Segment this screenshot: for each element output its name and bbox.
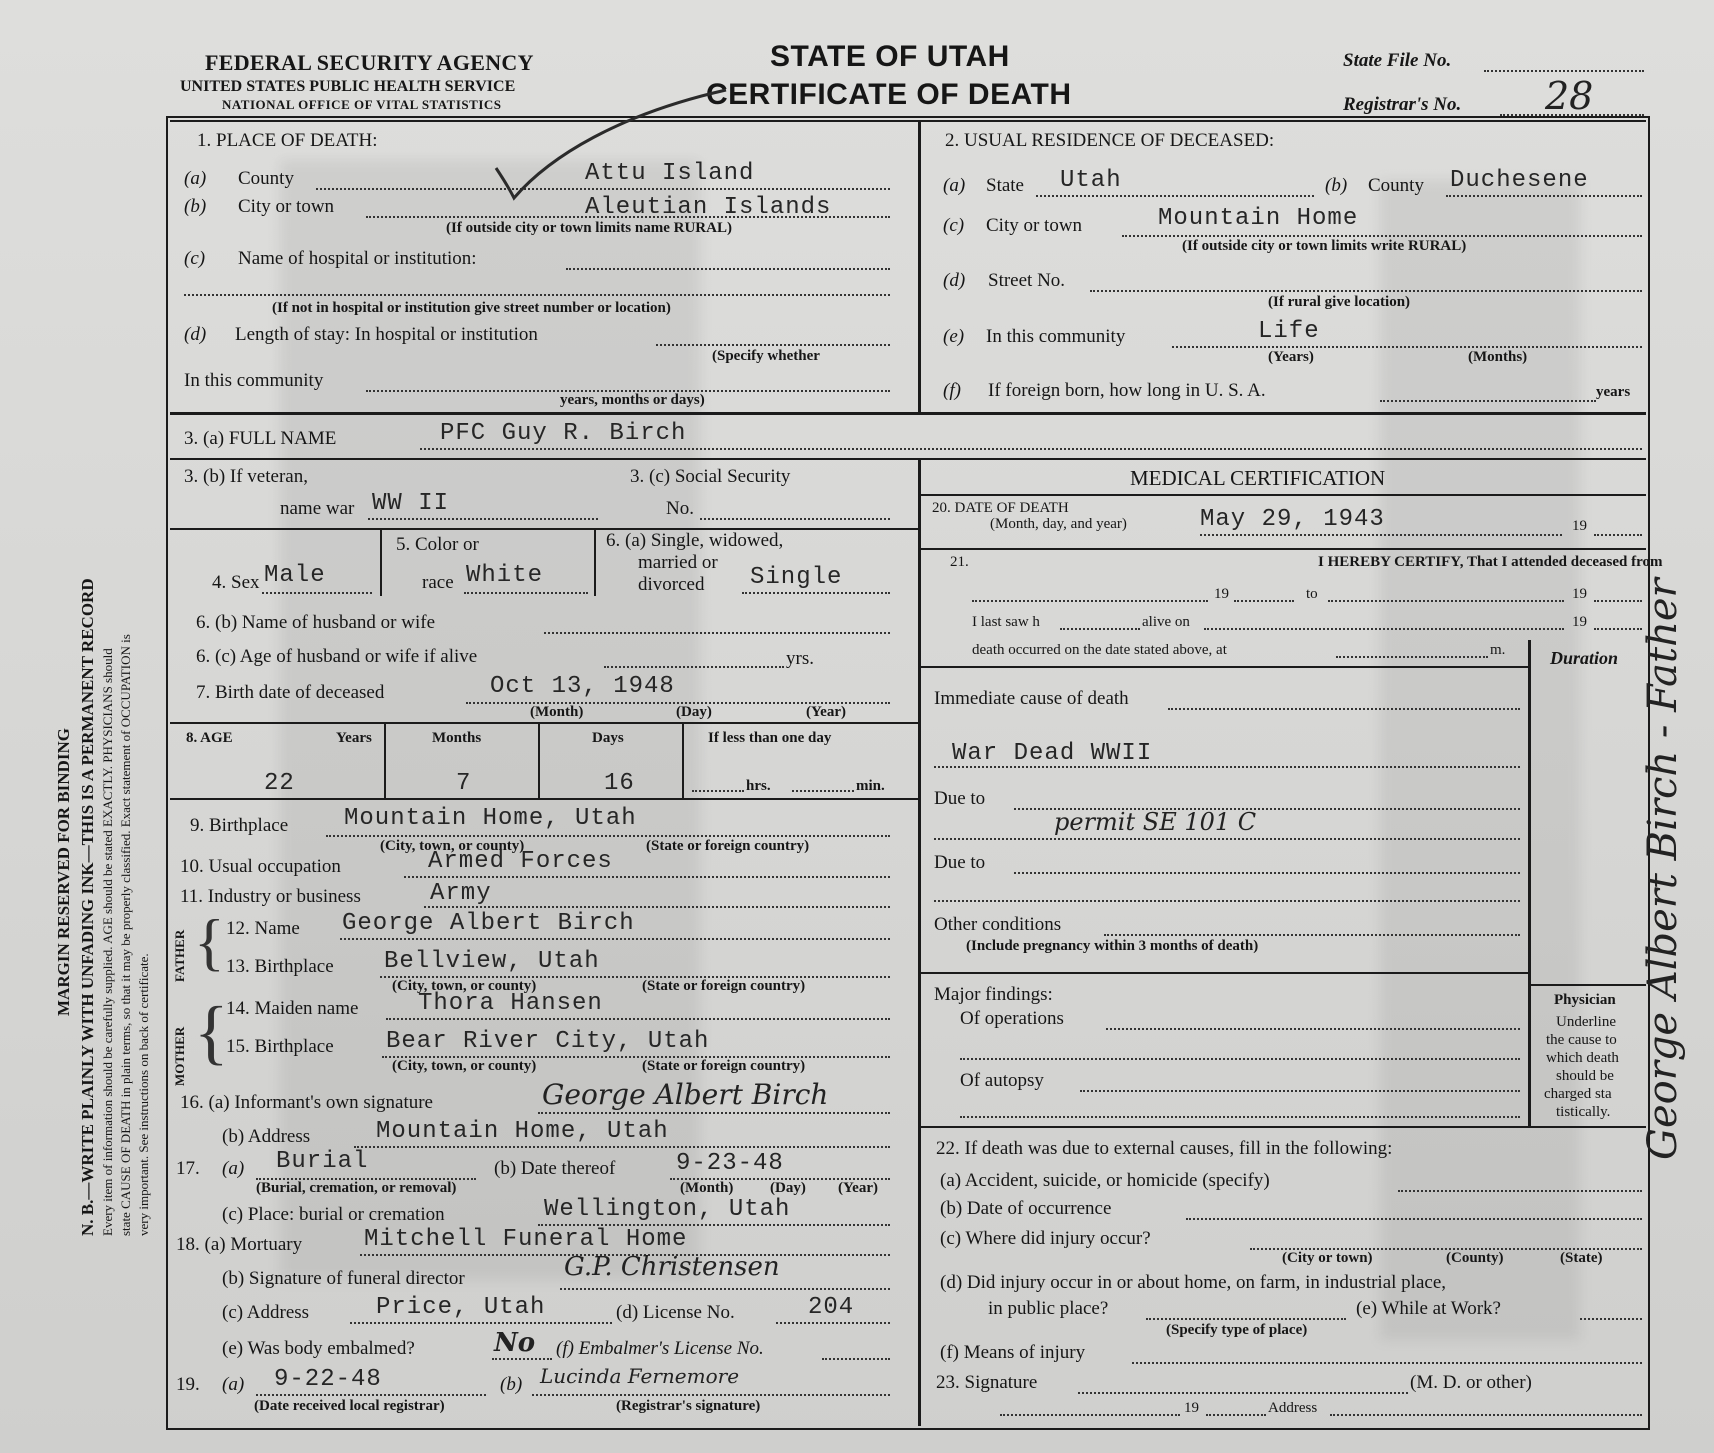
hospital-note: (If not in hospital or institution give street number or location): [272, 300, 671, 316]
industry-value: Army: [430, 880, 492, 907]
alive-on-line: [1204, 628, 1564, 630]
res-state-line: [1036, 195, 1314, 197]
row-divider: [920, 972, 1528, 974]
address-label: Address: [1268, 1400, 1318, 1416]
margin-instructions: state CAUSE OF DEATH in plain terms, so that it may be properly classified. Exact statement of OCCUPATION is: [118, 634, 133, 1236]
informant-address-value: Mountain Home, Utah: [376, 1118, 669, 1145]
license-label: (d) License No.: [616, 1302, 735, 1323]
father-name-value: George Albert Birch: [342, 910, 635, 937]
row-divider: [920, 494, 1646, 496]
race-label: race: [422, 572, 454, 593]
physician-text-5: charged sta: [1544, 1086, 1612, 1102]
embalmed-label: (e) Was body embalmed?: [222, 1338, 415, 1359]
spouse-age-label: 6. (c) Age of husband or wife if alive: [196, 646, 478, 667]
where-label: (c) Where did injury occur?: [940, 1228, 1151, 1249]
mortuary-address-value: Price, Utah: [376, 1294, 546, 1321]
due-to-line-3: [1014, 872, 1520, 874]
immediate-cause-label: Immediate cause of death: [934, 688, 1129, 709]
disposition-value: Burial: [276, 1148, 369, 1175]
certify-number: 21.: [950, 554, 969, 570]
maiden-name-line: [386, 1018, 890, 1020]
center-divider: [918, 458, 921, 1426]
agency-name: FEDERAL SECURITY AGENCY: [205, 50, 534, 75]
year-line: [1594, 534, 1642, 536]
due-to-label: Due to: [934, 788, 986, 809]
dod-note: (Month, day, and year): [990, 516, 1127, 532]
spouse-line: [544, 632, 890, 634]
full-name-line: [420, 448, 1642, 450]
director-label: (b) Signature of funeral director: [222, 1268, 465, 1289]
license-line: [776, 1322, 890, 1324]
state-file-label: State File No.: [1343, 50, 1452, 71]
stay-label: Length of stay: In hospital or institution: [235, 324, 538, 345]
age-years-value: 22: [264, 770, 295, 797]
ss-label: 3. (c) Social Security: [630, 466, 791, 487]
res-city-line: [1122, 235, 1642, 237]
industry-line: [424, 906, 890, 908]
war-value: WW II: [372, 490, 450, 517]
cell-divider: [384, 722, 386, 798]
major-findings-label: Major findings:: [934, 984, 1053, 1005]
occurred-line: [1336, 656, 1488, 658]
occurrence-line: [1186, 1218, 1642, 1220]
state-note: (State or foreign country): [642, 978, 806, 994]
autopsy-label: Of autopsy: [960, 1070, 1044, 1091]
res-city-value: Mountain Home: [1158, 205, 1359, 232]
physician-text-6: tistically.: [1556, 1104, 1611, 1120]
row-divider: [170, 412, 1646, 415]
age-months-head: Months: [432, 730, 482, 746]
other-conditions-line: [1104, 934, 1520, 936]
age-days-value: 16: [604, 770, 635, 797]
last-saw-label: I last saw h: [972, 614, 1040, 630]
place-type-note: (Specify type of place): [1166, 1322, 1308, 1338]
margin-instructions: Every item of information should be carefully supplied. AGE should be stated EXACTLY. PHYSICIANS should: [100, 648, 115, 1236]
informant-signature: George Albert Birch: [542, 1078, 829, 1111]
informant-line: [538, 1112, 890, 1114]
father-birthplace-label: 13. Birthplace: [226, 956, 334, 977]
stay-line: [656, 344, 890, 346]
burial-place-value: Wellington, Utah: [544, 1196, 791, 1223]
form-inner-border: [170, 120, 1646, 122]
informant-address-label: (b) Address: [222, 1126, 311, 1147]
registrar-sig-line: [532, 1394, 890, 1396]
row-divider: [170, 458, 1646, 460]
state-title: STATE OF UTAH: [770, 40, 1010, 73]
marital-value: Single: [750, 564, 843, 591]
address-line: [1330, 1414, 1642, 1416]
autopsy-line-2: [960, 1116, 1520, 1118]
month-note: (Month): [680, 1180, 734, 1196]
embalmed-value: No: [494, 1328, 536, 1358]
full-name-value: PFC Guy R. Birch: [440, 420, 687, 447]
where-city-note: (City or town): [1282, 1250, 1373, 1266]
res-city-label: City or town: [986, 215, 1083, 236]
row-divider: [170, 798, 918, 800]
margin-instructions: very important. See instructions on back of certificate.: [136, 953, 151, 1236]
physician-text-3: which death: [1546, 1050, 1619, 1066]
marital-label-2: married or: [638, 552, 718, 573]
public-label: in public place?: [988, 1298, 1109, 1319]
res-years-label: (Years): [1268, 349, 1314, 365]
embalmer-license-label: (f) Embalmer's License No.: [556, 1338, 764, 1359]
foreign-label: If foreign born, how long in U. S. A.: [988, 380, 1266, 401]
certify-from-line: [972, 600, 1208, 602]
signature-line: [1078, 1392, 1408, 1394]
where-state-note: (State): [1560, 1250, 1603, 1266]
state-note: (State or foreign country): [642, 1058, 806, 1074]
city-note: (City, town, or county): [380, 838, 525, 854]
director-signature: G.P. Christensen: [564, 1252, 780, 1282]
cell-divider: [380, 528, 382, 596]
occupation-line: [404, 876, 890, 878]
veteran-label: 3. (b) If veteran,: [184, 466, 308, 487]
place-city-note: (If outside city or town limits name RURAL): [446, 220, 732, 236]
occupation-value: Armed Forces: [428, 848, 613, 875]
operations-label: Of operations: [960, 1008, 1064, 1029]
last-saw-line: [1060, 628, 1140, 630]
m-label: m.: [1490, 642, 1506, 658]
certificate-title: CERTIFICATE OF DEATH: [706, 78, 1072, 111]
res-city-note: (If outside city or town limits write RURAL): [1182, 238, 1467, 254]
work-label: (e) While at Work?: [1356, 1298, 1501, 1319]
street-note: (If rural give location): [1268, 294, 1411, 310]
foreign-years: years: [1596, 384, 1631, 400]
state-file-line: [1484, 70, 1644, 72]
mortuary-address-label: (c) Address: [222, 1302, 310, 1323]
certify-from-year: [1234, 600, 1294, 602]
physician-box-top: [1530, 984, 1646, 986]
where-county-note: (County): [1446, 1250, 1504, 1266]
home-label: (d) Did injury occur in or about home, on farm, in industrial place,: [940, 1272, 1447, 1293]
row-divider: [170, 528, 918, 530]
age-years-head: Years: [336, 730, 372, 746]
marital-label-1: 6. (a) Single, widowed,: [606, 530, 784, 551]
sex-line: [262, 592, 372, 594]
other-conditions-note: (Include pregnancy within 3 months of death): [966, 938, 1259, 954]
year-note: (Year): [838, 1180, 878, 1196]
spouse-label: 6. (b) Name of husband or wife: [196, 612, 436, 633]
work-line: [1580, 1318, 1642, 1320]
state-note: (State or foreign country): [646, 838, 810, 854]
residence-heading: 2. USUAL RESIDENCE OF DECEASED:: [945, 130, 1275, 151]
license-value: 204: [808, 1294, 855, 1321]
nineteen-label: 19: [1572, 586, 1587, 602]
father-birthplace-value: Bellview, Utah: [384, 948, 600, 975]
day-note: (Day): [770, 1180, 806, 1196]
operations-line-2: [960, 1058, 1520, 1060]
ss-no-label: No.: [666, 498, 694, 519]
immediate-cause-value: War Dead WWII: [952, 740, 1153, 767]
row-divider: [920, 666, 1528, 668]
top-divider: [918, 120, 921, 414]
cell-divider: [682, 722, 684, 798]
embalmer-license-line: [822, 1358, 890, 1360]
physician-text-1: Underline: [1556, 1014, 1616, 1030]
marital-line: [742, 592, 890, 594]
color-label: 5. Color or: [396, 534, 479, 555]
hospital-line: [566, 268, 890, 270]
check-mark-icon: [490, 86, 730, 202]
signed-year-line: [1206, 1414, 1266, 1416]
year-note: (Year): [806, 704, 846, 720]
autopsy-line: [1080, 1090, 1520, 1092]
hospital-label: Name of hospital or institution:: [238, 248, 477, 269]
margin-binding-text: MARGIN RESERVED FOR BINDING: [54, 728, 73, 1016]
duration-label: Duration: [1550, 648, 1619, 668]
dod-value: May 29, 1943: [1200, 506, 1385, 533]
min-label: min.: [856, 778, 885, 794]
informant-address-line: [354, 1146, 890, 1148]
registrar-date-line: [256, 1394, 486, 1396]
medical-heading: MEDICAL CERTIFICATION: [1130, 466, 1386, 490]
due-to-value: permit SE 101 C: [1054, 808, 1257, 836]
nineteen-label: 19: [1184, 1400, 1199, 1416]
nineteen-label: 19: [1572, 518, 1587, 534]
informant-label: 16. (a) Informant's own signature: [180, 1092, 433, 1113]
birth-date-label: 7. Birth date of deceased: [196, 682, 385, 703]
place-city-value: Aleutian Islands: [585, 194, 832, 221]
father-name-label: 12. Name: [226, 918, 300, 939]
birth-date-value: Oct 13, 1948: [490, 673, 675, 700]
sex-label: 4. Sex: [212, 572, 260, 593]
alive-year: [1594, 628, 1642, 630]
disposition-note: (Burial, cremation, or removal): [256, 1180, 457, 1196]
min-line: [792, 790, 854, 792]
immediate-cause-line: [1168, 708, 1520, 710]
maiden-name-label: 14. Maiden name: [226, 998, 359, 1019]
nineteen-label: 19: [1214, 586, 1229, 602]
hrs-line: [692, 790, 744, 792]
ss-line: [700, 518, 890, 520]
accident-label: (a) Accident, suicide, or homicide (specify): [940, 1170, 1270, 1191]
hrs-label: hrs.: [746, 778, 771, 794]
operations-line: [1106, 1028, 1520, 1030]
due-to-label-2: Due to: [934, 852, 986, 873]
mother-tag: MOTHER: [172, 1026, 187, 1086]
industry-label: 11. Industry or business: [180, 886, 361, 907]
yrs-label: yrs.: [786, 648, 814, 669]
community-note: years, months or days): [560, 392, 705, 408]
birthplace-label: 9. Birthplace: [190, 815, 289, 836]
registrar-date-note: (Date received local registrar): [254, 1398, 445, 1414]
registrar-signature: Lucinda Fernemore: [540, 1364, 740, 1388]
father-tag: FATHER: [172, 929, 187, 982]
nineteen-label: 19: [1572, 614, 1587, 630]
stay-note: (Specify whether: [712, 348, 820, 364]
row-divider: [170, 722, 918, 724]
city-note: (City, town, or county): [392, 1058, 537, 1074]
registrar-sig-note: (Registrar's signature): [616, 1398, 761, 1414]
place-county-label: County: [238, 168, 294, 189]
mother-birthplace-label: 15. Birthplace: [226, 1036, 334, 1057]
res-county-line: [1446, 195, 1642, 197]
birthplace-value: Mountain Home, Utah: [344, 805, 637, 832]
res-months-label: (Months): [1468, 349, 1528, 365]
mortuary-value: Mitchell Funeral Home: [364, 1226, 688, 1253]
full-name-label: 3. (a) FULL NAME: [184, 428, 337, 449]
age-months-value: 7: [456, 770, 472, 797]
row-divider: [920, 548, 1646, 550]
embalmed-line: [492, 1358, 552, 1360]
res-state-value: Utah: [1060, 167, 1122, 194]
certify-text: I HEREBY CERTIFY, That I attended deceased from: [1318, 554, 1663, 570]
age-days-head: Days: [592, 730, 624, 746]
res-community-value: Life: [1258, 318, 1320, 345]
hospital-line-2: [184, 294, 890, 296]
dod-line: [1200, 534, 1562, 536]
community-label: In this community: [184, 370, 324, 391]
physician-text-4: should be: [1556, 1068, 1614, 1084]
res-county-label: County: [1368, 175, 1424, 196]
to-label: to: [1306, 586, 1318, 602]
mortuary-address-line: [350, 1322, 612, 1324]
race-value: White: [466, 562, 544, 589]
cell-divider: [594, 528, 596, 596]
street-label: Street No.: [988, 270, 1066, 291]
birthplace-line: [326, 835, 890, 837]
signature-label: 23. Signature: [936, 1372, 1038, 1393]
burial-place-label: (c) Place: burial or cremation: [222, 1204, 445, 1225]
res-community-line: [1172, 346, 1642, 348]
war-label: name war: [280, 498, 355, 519]
alive-on-label: alive on: [1142, 614, 1190, 630]
day-note: (Day): [676, 704, 712, 720]
md-label: (M. D. or other): [1410, 1372, 1532, 1393]
occurrence-label: (b) Date of occurrence: [940, 1198, 1112, 1219]
row-divider: [920, 1126, 1646, 1128]
occupation-label: 10. Usual occupation: [180, 856, 341, 877]
registrar-no-value: 28: [1545, 74, 1594, 118]
certify-to-year: [1594, 600, 1642, 602]
service-name: UNITED STATES PUBLIC HEALTH SERVICE: [180, 78, 516, 95]
due-to-line-4: [934, 900, 1520, 902]
means-line: [1132, 1362, 1642, 1364]
war-line: [368, 518, 598, 520]
date-thereof-label: (b) Date thereof: [494, 1158, 616, 1179]
city-note: (City, town, or county): [392, 978, 537, 994]
dod-label: 20. DATE OF DEATH: [932, 500, 1069, 516]
marital-label-3: divorced: [638, 574, 705, 595]
mortuary-label: 18. (a) Mortuary: [176, 1234, 303, 1255]
signed-date-line: [1000, 1414, 1180, 1416]
certify-to-line: [1328, 600, 1564, 602]
place-of-death-heading: 1. PLACE OF DEATH:: [197, 130, 378, 151]
means-label: (f) Means of injury: [940, 1342, 1086, 1363]
spouse-age-line: [604, 666, 784, 668]
foreign-line: [1380, 400, 1596, 402]
place-county-value: Attu Island: [585, 160, 755, 187]
father-name-line: [340, 938, 890, 940]
month-note: (Month): [530, 704, 584, 720]
duration-divider: [1528, 640, 1531, 1126]
date-thereof-value: 9-23-48: [676, 1150, 784, 1177]
registrar-date-value: 9-22-48: [274, 1366, 382, 1393]
registrar-no-label: Registrar's No.: [1343, 94, 1462, 115]
physician-head: Physician: [1554, 992, 1616, 1008]
res-state-label: State: [986, 175, 1024, 196]
other-conditions-label: Other conditions: [934, 914, 1062, 935]
maiden-name-value: Thora Hansen: [418, 990, 603, 1017]
margin-ink-text: N. B.—WRITE PLAINLY WITH UNFADING INK—THIS IS A PERMANENT RECORD: [78, 578, 97, 1236]
occurred-label: death occurred on the date stated above, at: [972, 642, 1227, 658]
race-line: [464, 592, 588, 594]
physician-text-2: the cause to: [1546, 1032, 1617, 1048]
side-signature: George Albert Birch - Father: [1640, 578, 1686, 1160]
due-to-line-2: [934, 838, 1520, 840]
res-county-value: Duchesene: [1450, 167, 1589, 194]
office-name: NATIONAL OFFICE OF VITAL STATISTICS: [222, 97, 502, 112]
cell-divider: [538, 722, 540, 798]
mother-birthplace-value: Bear River City, Utah: [386, 1028, 710, 1055]
street-line: [1090, 290, 1642, 292]
director-line: [560, 1288, 890, 1290]
age-label: 8. AGE: [186, 730, 233, 746]
res-community-label: In this community: [986, 326, 1126, 347]
public-line: [1146, 1318, 1346, 1320]
place-city-label: City or town: [238, 196, 335, 217]
less-day-head: If less than one day: [708, 730, 832, 746]
external-causes-label: 22. If death was due to external causes, fill in the following:: [936, 1138, 1393, 1159]
sex-value: Male: [264, 562, 326, 589]
accident-line: [1398, 1190, 1642, 1192]
death-certificate: MARGIN RESERVED FOR BINDING N. B.—WRITE PLAINLY WITH UNFADING INK—THIS IS A PERMANENT RECORD Every item of information should be carefully supplied. AGE should be stated EXACTLY. PHYSICIANS should state CAUSE OF DEATH in plain terms, so that it may be properly classified. Exact statement of OCCUPATION is very important. See instructions on back of certificate. FEDERAL SECURITY AGENCY UNITED STATES PUBLIC HEALTH SERVICE NATIONAL OFFICE OF VITAL STATISTICS STATE OF UTAH CERTIFICATE OF DEATH State File No. Registrar's No. 28 1. PLACE OF DEATH: (a) County Attu Island (b) City or town Aleutian Islands (If outside city or town limits name RURAL) (c) Name of hospital or institution: (If not in hospital or institution give street number or location) (d) Length of stay: In hospital or institution (Specify whether In this community years, months or days) 2. USUAL RESIDENCE OF DECEASED: (a) State Utah (b) County Duchesene (c) City or town Mountain Home (If outside city or town limits write RURAL) (d) Street No. (If rural give location) (e) In this community Life (Years) (Months) (f) If foreign born, how long in U. S. A. years 3. (a) FULL NAME PFC Guy R. Birch 3. (b) If veteran, name war WW II 3. (c) Social Security No. 4. Sex Male 5. Color or race White 6. (a) Single, widowed, married or divorced Single 6. (b) Name of husband or wife 6. (c) Age of husband or wife if alive yrs. 7. Birth date of deceased Oct 13, 1948 (Month) (Day) (Year) 8. AGE Years Months Days If less than one day 22 7 16 hrs. min. 9. Birthplace Mountain Home, Utah (City, town, or county) (State or foreign country) 10. Usual occupation Armed Forces 11. Industry or business Army FATHER { 12. Name George Albert Birch 13. Birthplace Bellview, Utah (City, town, or county) (State or foreign country) MOTHER { 14. Maiden name Thora Hansen 15. Birthplace Bear River City, Utah (City, town, or county) (State or foreign country) 16. (a) Informant's own signature George Albert Birch (b) Address Mountain Home, Utah 17. (a) Burial (Burial, cremation, or removal) (b) Date thereof 9-23-48 (Month) (Day) (Year) (c) Place: burial or cremation Wellington, Utah 18. (a) Mortuary Mitchell Funeral Home (b) Signature of funeral director G.P. Christensen (c) Address Price, Utah (d) License No. 204 (e) Was body embalmed? No (f) Embalmer's License No. 19. (a) 9-22-48 (Date received local registrar) (b) Lucinda Fernemore (Registrar's signature) MEDICAL CERTIFICATION 20. DATE OF DEATH (Month, day, and year) May 29, 1943 19 21. I HEREBY CERTIFY, That I attended deceased from 19 to 19 I last saw h alive on 19 death occurred on the date stated above, at m. Duration Immediate cause of death War Dead WWII Due to permit SE 101 C Due to Other conditions (Include pregnancy within 3 months of death) Major findings: Of operations Of autopsy Physician Underline the cause to which death should be charged sta tistically. 22. If death was due to external causes, fill in the following: (a) Accident, suicide, or homicide (specify) (b) Date of occurrence (c) Where did injury occur? (City or town) (County) (State) (d) Did injury occur in or about home, on farm, in industrial place, in public place? (e) While at Work? (Specify type of place) (f) Means of injury 23. Signature (M. D. or other) 19 Address George Albert Birch - Father: [0, 0, 1714, 1453]
